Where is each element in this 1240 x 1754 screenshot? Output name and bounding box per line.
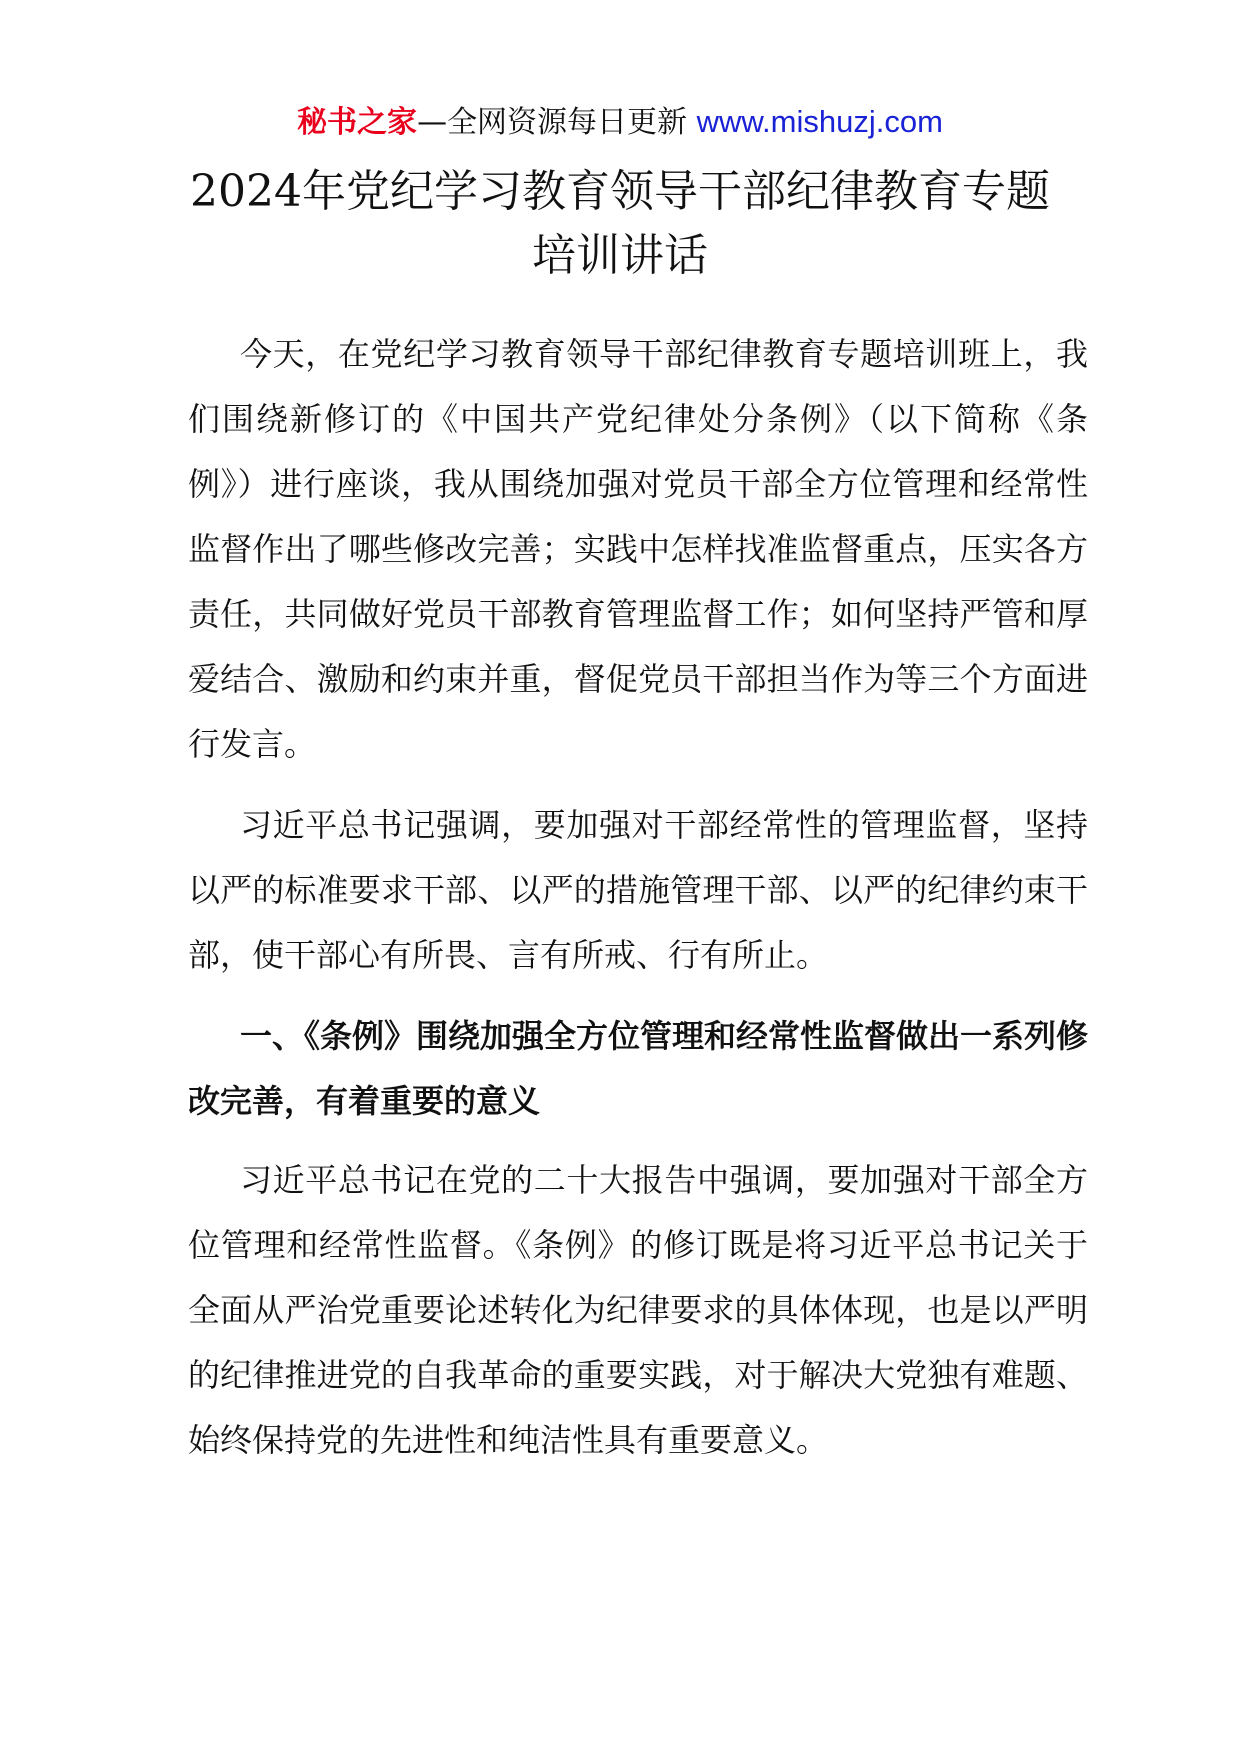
paragraph: 习近平总书记在党的二十大报告中强调，要加强对干部全方位管理和经常性监督。《条例》的修订既是将习近平总书记关于全面从严治党重要论述转化为纪律要求的具体体现，也是以严明的纪律推进党的自我革命的重要实践，对于解决大党独有难题、始终保持党的先进性和纯洁性具有重要意义。 [188, 1161, 1088, 1459]
title-year: 2024 [190, 166, 302, 217]
site-header [0, 100, 1240, 145]
site-tagline: —全网资源每日更新 [417, 105, 688, 140]
paragraph: 今天，在党纪学习教育领导干部纪律教育专题培训班上，我们围绕新修订的《中国共产党纪律处分条例》（以下简称《条例》）进行座谈，我从围绕加强对党员干部全方位管理和经常性监督作出了哪些修改完善；实践中怎样找准监督重点，压实各方责任，共同做好党员干部教育管理监督工作；如何坚持严管和厚爱结合、激励和约束并重，督促党员干部担当作为等三个方面进行发言。 [188, 335, 1088, 763]
site-url-link[interactable]: www.mishuzj.com [696, 104, 943, 139]
paragraph: 习近平总书记强调，要加强对干部经常性的管理监督，坚持以严的标准要求干部、以严的措施管理干部、以严的纪律约束干部，使干部心有所畏、言有所戒、行有所止。 [188, 806, 1088, 974]
document-title [180, 160, 1060, 288]
site-brand: 秘书之家 [297, 105, 418, 140]
section-heading: 一、《条例》围绕加强全方位管理和经常性监督做出一系列修改完善，有着重要的意义 [188, 1017, 1089, 1120]
title-text: 年党纪学习教育领导干部纪律教育专题培训讲话 [301, 166, 1050, 281]
document-body [188, 322, 1088, 1489]
